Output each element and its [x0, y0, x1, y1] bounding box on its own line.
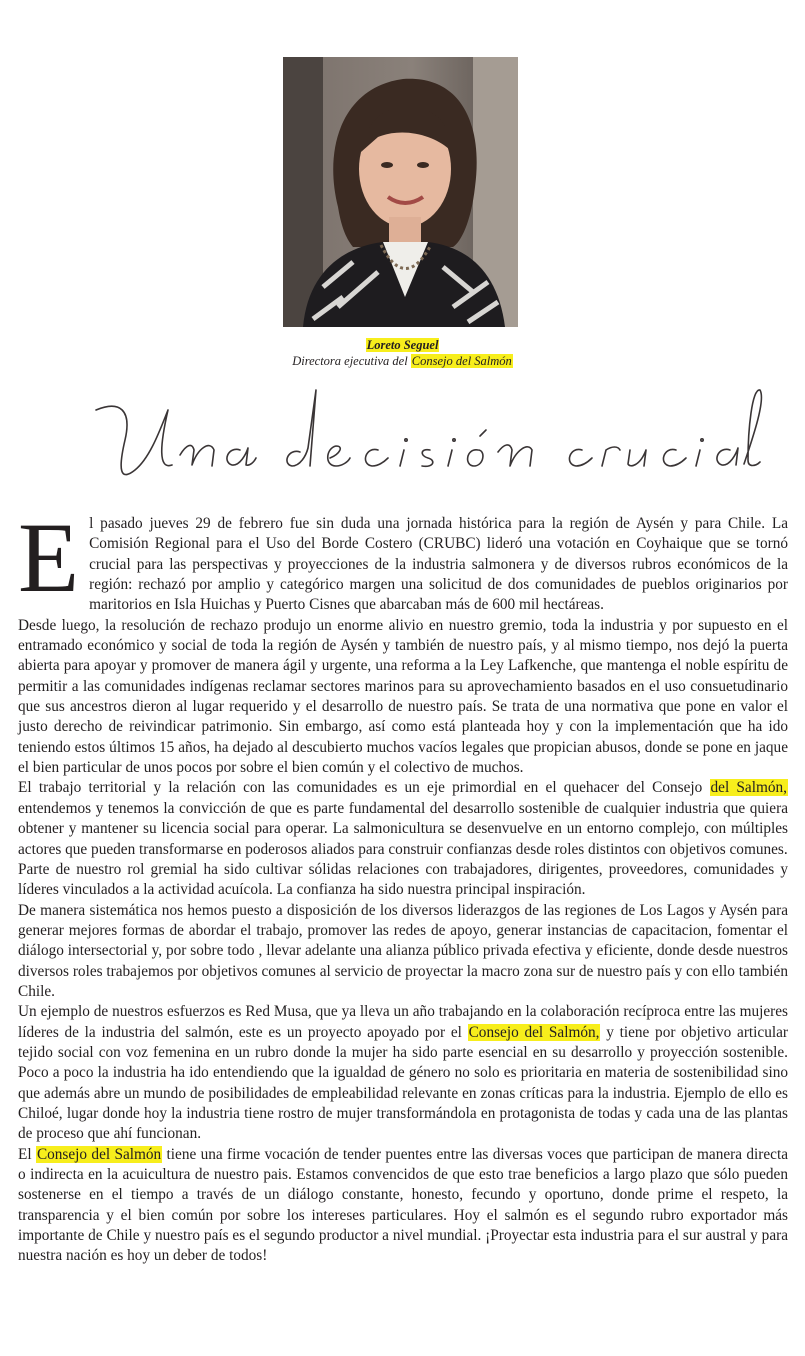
- caption-name-text: Loreto Seguel: [366, 338, 439, 352]
- paragraph-7-highlight: Consejo del Salmón: [36, 1145, 162, 1163]
- paragraph-5: De manera sistemática nos hemos puesto a disposición de los diversos liderazgos de las regiones de Los Lagos y Aysén para generar mejores formas de abordar el trabajo, promover las redes de apoyo, generar instancias de capacitacion, fomentar el diálogo intersectorial y, por sobre todo , llevar adelante una alianza público privada efectiva y eficiente, donde desde nuestros diversos roles trabajemos por objetivos comunes al servicio de proyectar la macro zona sur de nuestro país y con ello también Chile.: [18, 901, 788, 1000]
- portrait-illustration: [283, 57, 518, 327]
- paragraph-3-text-b: entendemos y tenemos la convicción de que es parte fundamental del desarrollo sostenible de cualquier industria que quiera obtener y mantener su licencia social para operar. La salmonicultura se desenvuelve en un entorno complejo, con múltiples actores que pueden transformarse en poderosos aliados para construir confianzas desde roles distintos con objetivos comunes.: [18, 799, 788, 858]
- paragraph-3-highlight: del Salmón,: [710, 779, 787, 797]
- caption-name: [180, 337, 625, 353]
- paragraph-3-text-a: El trabajo territorial y la relación con las comunidades es un eje primordial en el quehacer del Consejo: [18, 779, 710, 797]
- drop-cap: E: [18, 502, 80, 613]
- paragraph-7-text-b: tiene una firme vocación de tender puentes entre las diversas voces que participan de manera directa o indirecta en la acuicultura de nuestro pais. Estamos convencidos de que esto trae beneficios a largo plazo que sólo pueden sostenerse en el tiempo a través de un diálogo constante, honesto, fecundo y oportuno, donde prime el respeto, la transparencia y el bien común por sobre los intereses particulares. Hoy el salmón es el segundo rubro exportador más importante de Chile y nuestro país es el segundo productor a nivel mundial. ¡Proyectar esta industria para el sur austral y para nuestra nación es hoy un deber de todos!: [18, 1145, 788, 1265]
- paragraph-4: Parte de nuestro rol gremial ha sido cultivar sólidas relaciones con trabajadores, dirigentes, proveedores, comunidades y líderes vinculados a la actividad acuícola. La confianza ha sido nuestra principal inspiración.: [18, 860, 788, 899]
- article-body: [18, 502, 789, 1267]
- paragraph-7: [18, 1145, 788, 1267]
- caption-role-prefix: Directora ejecutiva del: [292, 354, 411, 368]
- headline: [0, 370, 805, 520]
- paragraph-2: Desde luego, la resolución de rechazo produjo un enorme alivio en nuestro gremio, toda la industria y por supuesto en el entramado económico y social de toda la región de Aysén y también de nuestro país, y al mismo tiempo, nos dejó la puerta abierta para apoyar y promover de manera ágil y urgente, una reforma a la Ley Lafkenche, que mantenga el noble espíritu de permitir a las comunidades indígenas reclamar sectores marinos para su aprovechamiento basados en el uso consuetudinario que sus ancestros dieron al lugar requerido y el desarrollo de nuestro país. Se trata de una normativa que pone en valor el justo derecho de reivindicar patrimonio. Sin embargo, así como está planteada hoy y con la implementación que ha ido teniendo estos últimos 15 años, ha dejado al descubierto muchos vacíos legales que propician abusos, donde se pone en jaque el bien particular de unos pocos por sobre el bien común y el colectivo de muchos.: [18, 616, 788, 777]
- headline-script-drawing: [0, 370, 805, 520]
- paragraph-6-text-a: Un ejemplo de nuestros esfuerzos es Red Musa, que ya lleva un año trabajando en la colaboración recíproca entre las mujeres líderes de la industria del salmón, este es un proyecto apoyado por el: [18, 1003, 788, 1041]
- paragraph-3: [18, 778, 788, 859]
- paragraph-6-highlight: Consejo del Salmón,: [468, 1023, 600, 1041]
- caption-role-highlight: Consejo del Salmón: [411, 354, 512, 368]
- paragraph-6-text-b: y tiene por objetivo articular tejido social con voz femenina en un rubro donde la mujer ha sido parte esencial en su desarrollo y proyección sostenible. Poco a poco la industria ha ido entendiendo que la igualdad de género no solo es prioritaria en materia de sostenibilidad sino que además abre un mundo de posibilidades de empleabilidad relevante en zonas críticas para la industria. Ejemplo de ello es Chiloé, lugar donde hoy la industria tiene rostro de mujer transformándola en protagonista de todas y cada una de las plantas de proceso que ahí funcionan.: [18, 1023, 789, 1143]
- paragraph-7-text-a: El: [18, 1145, 36, 1163]
- caption-role: [180, 353, 625, 369]
- paragraph-6: [18, 1002, 788, 1144]
- paragraph-1-text: l pasado jueves 29 de febrero fue sin duda una jornada histórica para la región de Aysén y para Chile. La Comisión Regional para el Uso del Borde Costero (CRUBC) lideró una votación en Coyhaique que se tornó crucial para las perspectivas y proyecciones de la industria salmonera y de diversos rubros económicos de la región: rechazó por amplio y categórico margen una solicitud de dos comunidades de pueblos originarios por maritorios en Isla Huichas y Puerto Cisnes que abarcaban más de 600 mil hectáreas.: [89, 515, 788, 614]
- portrait-photo: [283, 57, 518, 327]
- paragraph-1: [18, 502, 788, 616]
